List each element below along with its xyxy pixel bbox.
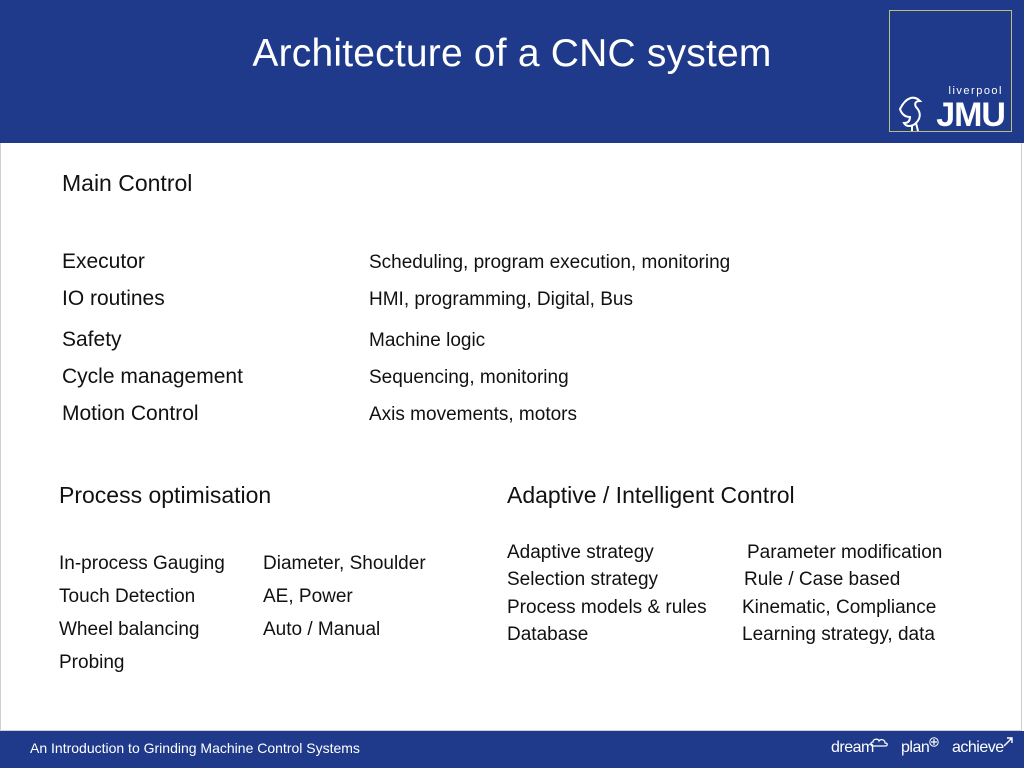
adaptive-item-value: Parameter modification [747,542,943,563]
process-item-label: Probing [59,652,125,673]
main-row-desc: Scheduling, program execution, monitoring [369,252,731,273]
main-row-label: Motion Control [62,402,199,425]
slide-title: Architecture of a CNC system [252,32,772,75]
logo-main-text: JMU [936,96,1005,134]
main-control-title: Main Control [62,170,193,196]
adaptive-item-label: Selection strategy [507,569,659,590]
adaptive-item-label: Process models & rules [507,597,707,618]
main-row-desc: Axis movements, motors [369,404,577,425]
logo-small-text: liverpool [948,85,1003,97]
tagline-plan: plan [901,739,930,756]
adaptive-item-value: Learning strategy, data [742,624,935,645]
main-row-desc: HMI, programming, Digital, Bus [369,289,633,310]
adaptive-item-value: Kinematic, Compliance [742,597,937,618]
process-item-value: AE, Power [263,586,353,607]
footer-course-title: An Introduction to Grinding Machine Control Systems [30,740,360,756]
main-row-label: Cycle management [62,365,243,388]
adaptive-item-label: Database [507,624,589,645]
adaptive-item-value: Rule / Case based [744,569,901,590]
arrow-up-icon [1002,736,1014,748]
main-row-label: Executor [62,250,145,273]
header-bar [0,0,1024,143]
process-item-label: In-process Gauging [59,553,225,574]
tagline-dream: dream [831,739,874,756]
cloud-icon [870,737,888,747]
process-item-label: Wheel balancing [59,619,200,640]
process-item-value: Diameter, Shoulder [263,553,426,574]
main-row-label: Safety [62,328,122,351]
tagline-achieve: achieve [952,739,1004,756]
ljmu-logo [889,10,1012,132]
main-row-label: IO routines [62,287,165,310]
adaptive-title: Adaptive / Intelligent Control [507,482,795,508]
footer-bar [0,731,1024,768]
liver-bird-icon [896,87,930,131]
process-title: Process optimisation [59,482,272,508]
main-row-desc: Sequencing, monitoring [369,367,569,388]
adaptive-item-label: Adaptive strategy [507,542,654,563]
process-item-value: Auto / Manual [263,619,381,640]
process-item-label: Touch Detection [59,586,196,607]
plus-icon [929,737,939,747]
main-row-desc: Machine logic [369,330,486,351]
